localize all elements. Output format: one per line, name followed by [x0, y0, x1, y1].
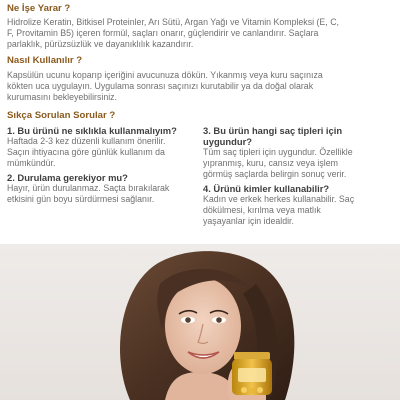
how-to-use-line: kökten uca uygulayın. Uygulama sonrası saçınızı kurutabilir ya da doğal olarak [7, 81, 314, 91]
faq-answer-line: Saçın ihtiyacına göre günlük kullanım da [7, 147, 165, 157]
faq-answer-line: Hayır, ürün durulanmaz. Saçta bırakılarak [7, 183, 170, 193]
faq-answer-line: etkisini gün boyu sürdürmesi sağlanır. [7, 194, 155, 204]
model-photo [0, 244, 400, 400]
how-to-use-text [7, 70, 395, 103]
faq-answer-line: yaşayanlar için idealdir. [203, 216, 294, 226]
faq-question-4 [203, 183, 398, 194]
faq-answer-1 [7, 136, 202, 169]
faq-answer-line: mümkündür. [7, 158, 56, 168]
faq-answer-line: yıpranmış, kuru, cansız veya işlem [203, 158, 338, 168]
faq-question-line: 3. Bu ürün hangi saç tipleri için [203, 125, 343, 136]
faq-answer-line: görmüş saçlarda belirgin sonuç verir. [203, 169, 347, 179]
faq-question-line: uygundur? [203, 136, 252, 147]
faq-question-line: 4. Ürünü kimler kullanabilir? [203, 183, 330, 194]
model-illustration [0, 244, 400, 400]
faq-answer-2 [7, 183, 202, 205]
faq-answer-line: Haftada 2-3 kez düzenli kullanım önerilir. [7, 136, 166, 146]
how-to-use-line: kurumasını bekleyebilirsiniz. [7, 92, 118, 102]
what-it-does-text [7, 17, 395, 50]
product-jar-icon [232, 352, 272, 395]
what-it-does-line: Hidrolize Keratin, Bitkisel Proteinler, Arı Sütü, Argan Yağı ve Vitamin Kompleksi (E, C, [7, 17, 339, 27]
section-title-how-to-use: Nasıl Kullanılır ? [7, 55, 83, 66]
what-it-does-line: F, Provitamin B5) içeren formül, saçları onarır, güçlendirir ve canlandırır. Saçlara [7, 28, 319, 38]
faq-answer-4 [203, 194, 398, 227]
faq-question-2 [7, 172, 202, 183]
what-it-does-line: parlaklık, pürüzsüzlük ve dayanıklılık kazandırır. [7, 39, 194, 49]
faq-question-line: 1. Bu ürünü ne sıklıkla kullanmalıyım? [7, 125, 177, 136]
faq-question-line: 2. Durulama gerekiyor mu? [7, 172, 128, 183]
faq-answer-3 [203, 147, 398, 180]
faq-answer-line: dökülmesi, kırılma veya matlık [203, 205, 321, 215]
faq-answer-line: Tüm saç tipleri için uygundur. Özellikle [203, 147, 353, 157]
faq-title: Sıkça Sorulan Sorular ? [7, 110, 116, 121]
faq-question-1 [7, 125, 202, 136]
faq-answer-line: Kadın ve erkek herkes kullanabilir. Saç [203, 194, 355, 204]
faq-question-3 [203, 125, 398, 147]
how-to-use-line: Kapsülün ucunu koparıp içeriğini avucunuza dökün. Yıkanmış veya kuru saçınıza [7, 70, 323, 80]
section-title-what-it-does: Ne İşe Yarar ? [7, 3, 71, 14]
